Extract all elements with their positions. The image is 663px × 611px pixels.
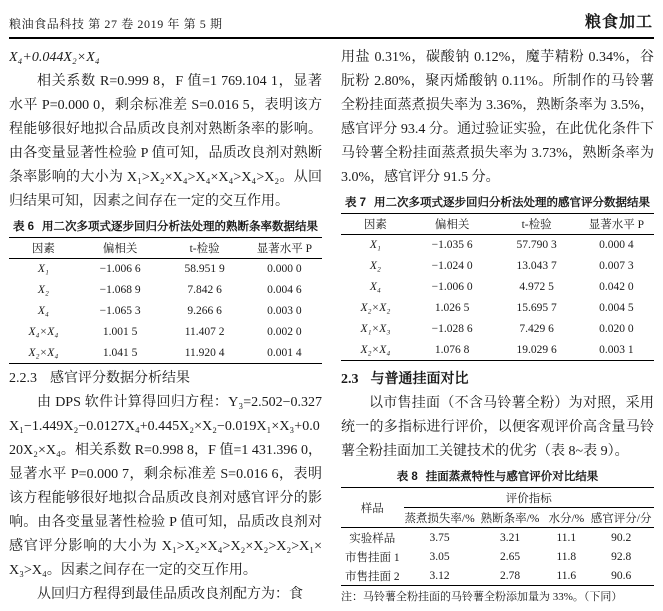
col-header-sensory-score: 感官评分/分 <box>588 508 654 528</box>
section-title: 与普通挂面对比 <box>370 370 469 386</box>
left-column <box>9 46 322 607</box>
table-cell: 0.007 3 <box>599 260 634 272</box>
table-cell: 3.05 <box>429 550 450 563</box>
table-cell: 9.266 6 <box>187 305 222 317</box>
table-cell: 11.6 <box>556 569 577 582</box>
table-cell: 2.78 <box>499 569 521 582</box>
header-rule <box>9 37 654 39</box>
table-cell: 90.2 <box>611 531 632 544</box>
page-header <box>9 7 654 37</box>
equation-carryover: X₄+0.044X₂×X₄ <box>9 50 100 65</box>
paragraph-sensory-regression: 由 DPS 软件计算得回归方程：Y₃=2.502−0.327X₁−1.449X₂−0.0127X₄+0.445X₂×X₂−0.019X₁×X₃+0.020X₂×X₄。相关系数 R=0.998 8，F 值=1 431.396 0，显著水平 P=0.000 7，剩余标准差 S=0.016 6，表明该方程能够很好地拟合品质改良剂对感官评分的影响。由各变量显著性检验 P 值可知，品质改良剂对感官评分影响的大小为 X₁>X₂×X₄>X₂×X₂>X₂>X₁×X₃>X₄。因素之间存在一定的交互作用。 <box>9 395 322 578</box>
table-cell: −1.006 6 <box>99 263 141 276</box>
col-header-t-test: t-检验 <box>494 214 579 235</box>
table-cell: 市售挂面 1 <box>344 551 400 564</box>
table-cell: X₂×X₄ <box>28 346 59 359</box>
table-row <box>341 256 654 277</box>
table-cell: X₁×X₃ <box>360 323 391 335</box>
table-8-body <box>341 528 654 586</box>
table-cell: −1.035 6 <box>431 239 473 252</box>
table-cell: 0.001 4 <box>267 346 302 359</box>
table-cell: 0.000 4 <box>599 239 634 252</box>
table-cell: 市售挂面 2 <box>344 570 400 583</box>
table-cell: 15.695 7 <box>516 302 557 314</box>
journal-issue-info: 粮油食品科技 第 27 卷 2019 年 第 5 期 <box>9 17 223 31</box>
table-cell: 0.004 5 <box>599 302 634 314</box>
table-7 <box>341 213 654 361</box>
table-6 <box>9 237 322 364</box>
table-cell: 实验样品 <box>349 532 396 545</box>
table-8-title <box>341 468 654 484</box>
table-cell: 1.026 5 <box>434 302 470 314</box>
col-header-significance: 显著水平 P <box>247 238 322 259</box>
table-cell: 0.002 0 <box>267 326 302 338</box>
table-cell: −1.068 9 <box>99 284 141 296</box>
table-row <box>341 319 654 340</box>
table-cell: 0.004 6 <box>267 284 302 296</box>
table-cell: X₂×X₂ <box>360 302 391 314</box>
table-row <box>9 343 322 364</box>
two-column-body <box>9 46 654 607</box>
col-header-factor: 因素 <box>341 214 410 235</box>
table-cell: 90.6 <box>611 569 632 582</box>
table-cell: 13.043 7 <box>516 260 557 272</box>
table-row <box>9 280 322 301</box>
table-7-caption: 用二次多项式逐步回归分析法处理的感官评分数据结果 <box>374 197 651 209</box>
col-header-factor: 因素 <box>9 238 78 259</box>
table-cell: 7.842 6 <box>187 284 222 296</box>
paragraph-break-rate-regression: 相关系数 R=0.999 8，F 值=1 769.104 1，显著水平 P=0.000 0，剩余标准差 S=0.016 5，表明该方程能够很好地拟合品质改良剂对熟断条率的影响。由各变量显著性检验 P 值可知，品质改良剂对熟断条率影响的大小为 X₁>X₂×X₄>X₄×X₄>X₄>X₂。从回归结果可知，因素之间存在一定的交互作用。 <box>9 74 322 209</box>
table-row <box>341 340 654 361</box>
table-cell: 11.407 2 <box>184 326 225 338</box>
table-row <box>341 235 654 256</box>
table-6-head <box>9 238 322 259</box>
table-8-note: 注：马铃薯全粉挂面的马铃薯全粉添加量为 33%。（下同） <box>341 591 623 603</box>
table-header-row <box>341 488 654 508</box>
table-cell: 11.1 <box>556 531 577 544</box>
table-6-body <box>9 259 322 364</box>
table-cell: 0.042 0 <box>599 281 634 293</box>
table-8 <box>341 487 654 586</box>
col-header-significance: 显著水平 P <box>579 214 654 235</box>
table-row <box>341 547 654 566</box>
section-number: 2.3 <box>341 372 359 387</box>
table-7-body <box>341 235 654 361</box>
table-row <box>9 301 322 322</box>
table-7-head <box>341 214 654 235</box>
table-cell: X₄ <box>37 305 49 317</box>
table-header-row <box>9 238 322 259</box>
table-row <box>341 298 654 319</box>
table-cell: 3.12 <box>429 569 450 582</box>
col-header-group-indicators: 评价指标 <box>404 488 654 508</box>
table-cell: 1.076 8 <box>434 343 470 356</box>
right-column <box>341 46 654 607</box>
table-header-row <box>341 214 654 235</box>
table-cell: −1.024 0 <box>431 260 473 272</box>
table-cell: X₂ <box>369 260 381 272</box>
table-row <box>341 528 654 548</box>
table-cell: 2.65 <box>499 550 521 563</box>
table-cell: 0.000 0 <box>267 263 302 276</box>
table-cell: 1.001 5 <box>102 326 138 338</box>
table-cell: 11.8 <box>556 550 577 563</box>
table-cell: 58.951 9 <box>184 263 225 276</box>
table-cell: −1.065 3 <box>99 305 141 317</box>
table-cell: X₄ <box>369 281 381 293</box>
table-cell: X₄×X₄ <box>28 326 59 338</box>
table-cell: 0.020 0 <box>599 323 634 335</box>
table-7-label: 表 7 <box>344 197 367 209</box>
col-header-cooking-loss: 蒸煮损失率/% <box>404 508 476 528</box>
table-cell: 0.003 0 <box>267 305 302 317</box>
table-cell: X₂×X₄ <box>360 343 391 356</box>
paragraph-comparison-intro: 以市售挂面（不含马铃薯全粉）为对照，采用统一的多指标进行评价，以便客观评价高含量马铃薯全粉挂面加工关键技术的优劣（表 8~表 9）。 <box>341 396 654 459</box>
col-header-partial-corr: 偏相关 <box>78 238 163 259</box>
table-row <box>341 566 654 586</box>
section-heading-2-3 <box>341 366 654 392</box>
table-6-title <box>9 218 322 234</box>
table-6-label: 表 6 <box>12 221 35 233</box>
table-cell: 0.003 1 <box>599 343 634 356</box>
paragraph-formula-start: 从回归方程得到最佳品质改良剂配方为：食 <box>37 587 303 602</box>
table-6-block <box>9 218 322 364</box>
table-cell: 19.029 6 <box>516 343 557 356</box>
table-row <box>9 322 322 343</box>
table-8-label: 表 8 <box>396 471 418 483</box>
table-7-title <box>341 194 654 210</box>
table-cell: 4.972 5 <box>519 281 554 293</box>
table-cell: −1.006 0 <box>431 281 473 293</box>
table-8-head <box>341 488 654 528</box>
table-cell: 11.920 4 <box>184 346 225 359</box>
table-cell: 3.75 <box>429 531 450 544</box>
section-heading-2-2-3 <box>9 367 322 391</box>
section-title: 感官评分数据分析结果 <box>50 371 190 386</box>
table-cell: 3.21 <box>499 531 521 544</box>
table-cell: 7.429 6 <box>519 323 554 335</box>
table-8-block <box>341 468 654 605</box>
table-cell: −1.028 6 <box>431 323 473 335</box>
col-header-partial-corr: 偏相关 <box>410 214 495 235</box>
table-cell: X₁ <box>369 239 381 252</box>
table-6-caption: 用二次多项式逐步回归分析法处理的熟断条率数据结果 <box>42 221 319 233</box>
column-name: 粮食加工 <box>584 14 653 31</box>
section-number: 2.2.3 <box>9 371 37 386</box>
table-cell: X₂ <box>37 284 49 296</box>
table-8-caption: 挂面蒸煮特性与感官评价对比结果 <box>425 471 599 483</box>
table-cell: X₁ <box>37 263 49 276</box>
col-header-moisture: 水分/% <box>544 508 588 528</box>
col-header-cooked-break-rate: 熟断条率/% <box>476 508 545 528</box>
table-row <box>9 259 322 280</box>
col-header-sample: 样品 <box>341 488 404 528</box>
table-7-block <box>341 194 654 361</box>
table-cell: 1.041 5 <box>102 346 138 359</box>
table-cell: 57.790 3 <box>516 239 557 252</box>
col-header-t-test: t-检验 <box>162 238 247 259</box>
table-row <box>341 277 654 298</box>
table-cell: 92.8 <box>611 550 632 563</box>
paragraph-formula-continued: 用盐 0.31%，碳酸钠 0.12%，魔芋精粉 0.34%，谷朊粉 2.80%，聚丙烯酸钠 0.11%。所制作的马铃薯全粉挂面蒸煮损失率为 3.36%，熟断条率为 3.5%，感官评分 93.4 分。通过验证实验，在此优化条件下马铃薯全粉挂面蒸煮损失率为 3.73%，熟断条率为 3.0%，感官评分 91.5 分。 <box>341 50 654 185</box>
